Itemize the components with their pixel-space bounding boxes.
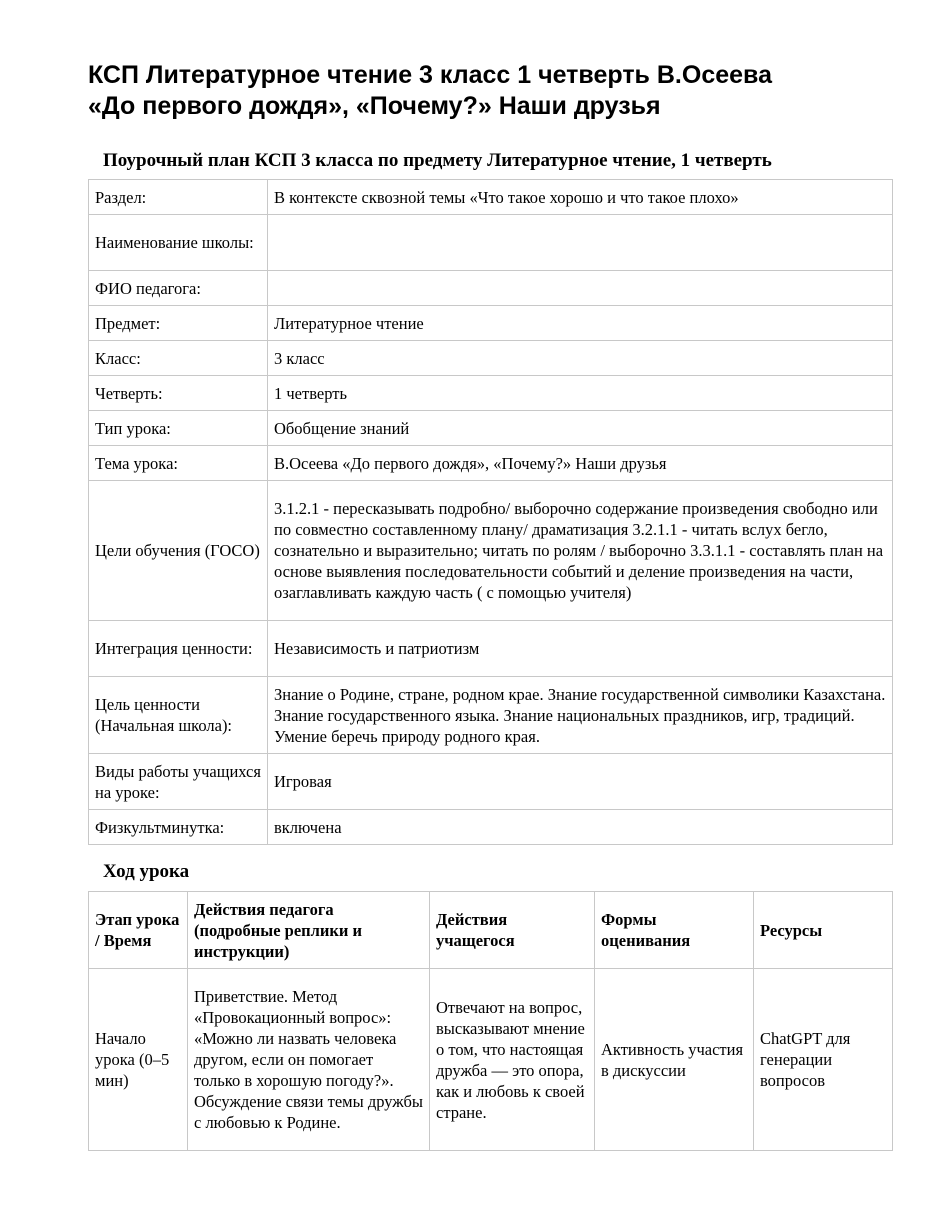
- table-row: [89, 677, 893, 754]
- table-row: [89, 341, 893, 376]
- table-row: [89, 306, 893, 341]
- info-label: Цель ценности (Начальная школа):: [89, 677, 268, 754]
- info-label: Тема урока:: [89, 446, 268, 481]
- table-row: [89, 271, 893, 306]
- info-value: 3.1.2.1 - пересказывать подробно/ выборочно содержание произведения свободно или по совместно составленному плану/ драматизация 3.2.1.1 - читать вслух бегло, сознательно и выразительно; читать по ролям / выборочно 3.3.1.1 - составлять план на основе выявления последовательности событий и деление произведения на части, озаглавливать каждую часть ( с помощью учителя): [268, 481, 893, 621]
- column-header: Действия учащегося: [430, 892, 595, 969]
- table-row: [89, 481, 893, 621]
- info-label: Виды работы учащихся на уроке:: [89, 754, 268, 810]
- table-row: [89, 376, 893, 411]
- info-label: Четверть:: [89, 376, 268, 411]
- document-title-line-2: «До первого дождя», «Почему?» Наши друзья: [88, 92, 661, 120]
- info-label: Цели обучения (ГОСО): [89, 481, 268, 621]
- table-header-row: [89, 892, 893, 969]
- table-row: [89, 810, 893, 845]
- table-cell: Приветствие. Метод «Провокационный вопрос»: «Можно ли назвать человека другом, если он помогает только в хорошую погоду?». Обсуждение связи темы дружбы с любовью к Родине.: [188, 969, 430, 1151]
- info-label: Раздел:: [89, 180, 268, 215]
- info-value: 3 класс: [268, 341, 893, 376]
- table-row: [89, 180, 893, 215]
- info-value: В.Осеева «До первого дождя», «Почему?» Наши друзья: [268, 446, 893, 481]
- column-header: Ресурсы: [754, 892, 893, 969]
- document-title: [88, 60, 893, 122]
- column-header: Действия педагога (подробные реплики и инструкции): [188, 892, 430, 969]
- info-value: [268, 215, 893, 271]
- info-value: Литературное чтение: [268, 306, 893, 341]
- info-value: [268, 271, 893, 306]
- info-label: Интеграция ценности:: [89, 621, 268, 677]
- info-value: 1 четверть: [268, 376, 893, 411]
- table-row: [89, 621, 893, 677]
- info-value: Независимость и патриотизм: [268, 621, 893, 677]
- table-cell: Отвечают на вопрос, высказывают мнение о том, что настоящая дружба — это опора, как и любовь к своей стране.: [430, 969, 595, 1151]
- lesson-heading: Ход урока: [103, 861, 190, 882]
- table-row: [89, 446, 893, 481]
- info-value: Игровая: [268, 754, 893, 810]
- table-row: [89, 215, 893, 271]
- info-label: ФИО педагога:: [89, 271, 268, 306]
- info-label: Предмет:: [89, 306, 268, 341]
- lesson-info-table: [88, 179, 893, 845]
- info-label: Тип урока:: [89, 411, 268, 446]
- info-value: Знание о Родине, стране, родном крае. Знание государственной символики Казахстана. Знание государственного языка. Знание национальных праздников, игр, традиций. Умение беречь природу родного края.: [268, 677, 893, 754]
- document-title-line-1: КСП Литературное чтение 3 класс 1 четверть В.Осеева: [88, 61, 772, 89]
- column-header: Этап урока / Время: [89, 892, 188, 969]
- info-value: включена: [268, 810, 893, 845]
- table-cell: Начало урока (0–5 мин): [89, 969, 188, 1151]
- info-label: Наименование школы:: [89, 215, 268, 271]
- table-row: [89, 969, 893, 1151]
- info-label: Физкультминутка:: [89, 810, 268, 845]
- column-header: Формы оценивания: [595, 892, 754, 969]
- table-row: [89, 411, 893, 446]
- table-row: [89, 754, 893, 810]
- info-label: Класс:: [89, 341, 268, 376]
- table-cell: ChatGPT для генерации вопросов: [754, 969, 893, 1151]
- info-value: В контексте сквозной темы «Что такое хорошо и что такое плохо»: [268, 180, 893, 215]
- plan-heading: Поурочный план КСП 3 класса по предмету Литературное чтение, 1 четверть: [103, 150, 772, 171]
- table-cell: Активность участия в дискуссии: [595, 969, 754, 1151]
- info-value: Обобщение знаний: [268, 411, 893, 446]
- lesson-flow-table: [88, 891, 893, 1151]
